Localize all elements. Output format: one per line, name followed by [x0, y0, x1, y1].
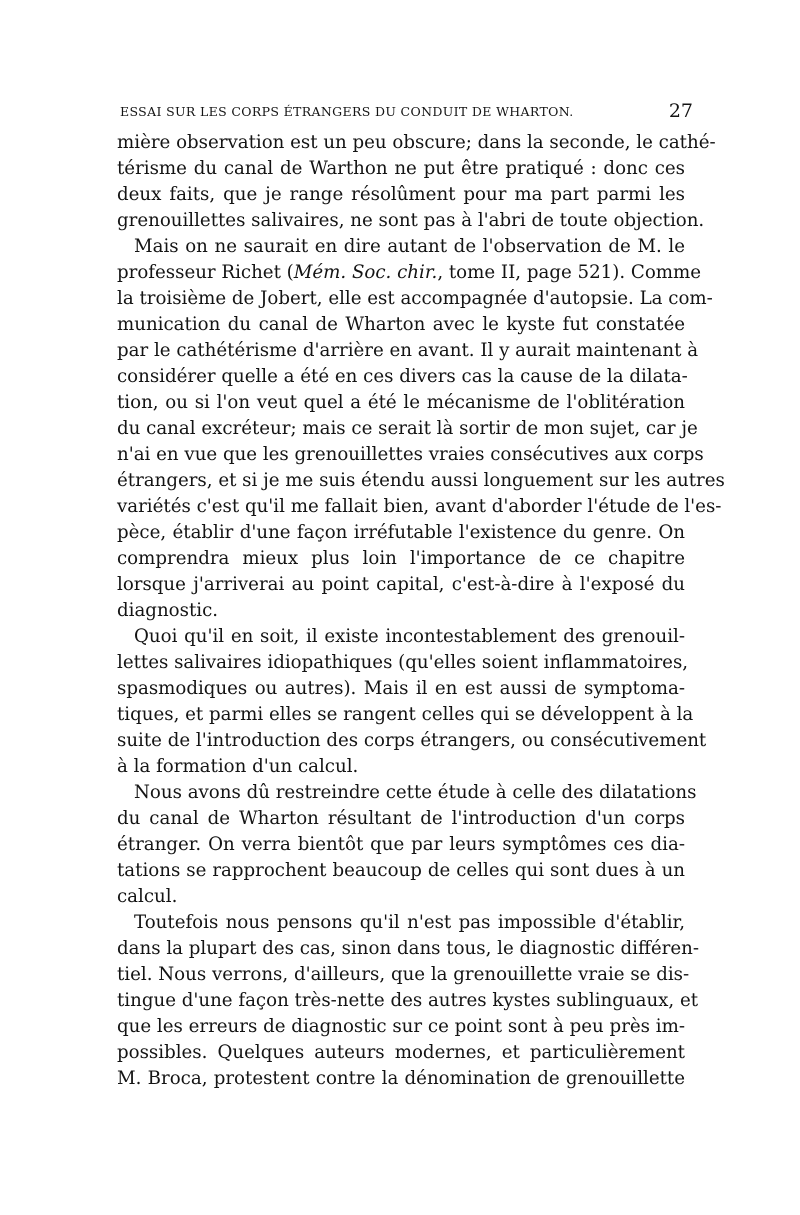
text-line: Mais on ne saurait en dire autant de l'observation de M. le [134, 236, 685, 257]
text-line: par le cathétérisme d'arrière en avant. Il y aurait maintenant à [117, 340, 699, 361]
text-line: lettes salivaires idiopathiques (qu'elles soient inflammatoires, [117, 652, 689, 673]
text-line: tations se rapprochent beaucoup de celles qui sont dues à un [117, 860, 685, 881]
text-line: pèce, établir d'une façon irréfutable l'existence du genre. On [117, 522, 685, 543]
text-line: grenouillettes salivaires, ne sont pas à l'abri de toute objection. [117, 210, 705, 231]
text-line: diagnostic. [117, 600, 219, 621]
text-line: possibles. Quelques auteurs modernes, et particulièrement [117, 1042, 685, 1063]
body-text [117, 130, 725, 1092]
text-line: calcul. [117, 886, 178, 907]
text-line: mière observation est un peu obscure; dans la seconde, le cathé- [117, 132, 716, 153]
text-line: étrangers, et si je me suis étendu aussi longuement sur les autres [117, 470, 725, 491]
text-line: que les erreurs de diagnostic sur ce point sont à peu près im- [117, 1016, 685, 1037]
text-line: térisme du canal de Warthon ne put être pratiqué : donc ces [117, 158, 685, 179]
text-line: étranger. On verra bientôt que par leurs symptômes ces dia- [117, 834, 685, 855]
text-line: comprendra mieux plus loin l'importance de ce chapitre [117, 548, 685, 569]
text-line [117, 260, 702, 286]
text-segment: , tome II, page 521). Comme [437, 262, 702, 283]
text-line: la troisième de Jobert, elle est accompagnée d'autopsie. La com- [117, 288, 713, 309]
citation-italic: Mém. Soc. chir. [293, 262, 438, 283]
text-line: munication du canal de Wharton avec le kyste fut constatée [117, 314, 685, 335]
text-line: dans la plupart des cas, sinon dans tous, le diagnostic différen- [117, 938, 699, 959]
running-head [113, 100, 693, 124]
text-segment: professeur Richet ( [117, 262, 294, 283]
text-line: considérer quelle a été en ces divers cas la cause de la dilata- [117, 366, 688, 387]
text-line: Toutefois nous pensons qu'il n'est pas impossible d'établir, [134, 912, 685, 933]
text-line: tiel. Nous verrons, d'ailleurs, que la grenouillette vraie se dis- [117, 964, 690, 985]
text-line: deux faits, que je range résolûment pour ma part parmi les [117, 184, 685, 205]
text-line: variétés c'est qu'il me fallait bien, avant d'aborder l'étude de l'es- [117, 496, 722, 517]
text-line: tiques, et parmi elles se rangent celles qui se développent à la [117, 704, 694, 725]
text-line: suite de l'introduction des corps étrangers, ou consécutivement [117, 730, 707, 751]
text-line: à la formation d'un calcul. [117, 756, 359, 777]
text-line: du canal excréteur; mais ce serait là sortir de mon sujet, car je [117, 418, 698, 439]
text-line: Quoi qu'il en soit, il existe incontestablement des grenouil- [134, 626, 685, 647]
text-line: lorsque j'arriverai au point capital, c'est-à-dire à l'exposé du [117, 574, 685, 595]
text-line: tingue d'une façon très-nette des autres kystes sublinguaux, et [117, 990, 699, 1011]
text-line: n'ai en vue que les grenouillettes vraies consécutives aux corps [117, 444, 704, 465]
text-line: tion, ou si l'on veut quel a été le mécanisme de l'oblitération [117, 392, 685, 413]
running-title: ESSAI SUR LES CORPS ÉTRANGERS DU CONDUIT DE WHARTON. [120, 104, 574, 119]
text-line: du canal de Wharton résultant de l'introduction d'un corps [117, 808, 685, 829]
text-line: M. Broca, protestent contre la dénomination de grenouillette [117, 1068, 685, 1089]
text-line: spasmodiques ou autres). Mais il en est aussi de symptoma- [117, 678, 685, 699]
page-number: 27 [668, 100, 693, 122]
text-line: Nous avons dû restreindre cette étude à celle des dilatations [134, 782, 697, 803]
